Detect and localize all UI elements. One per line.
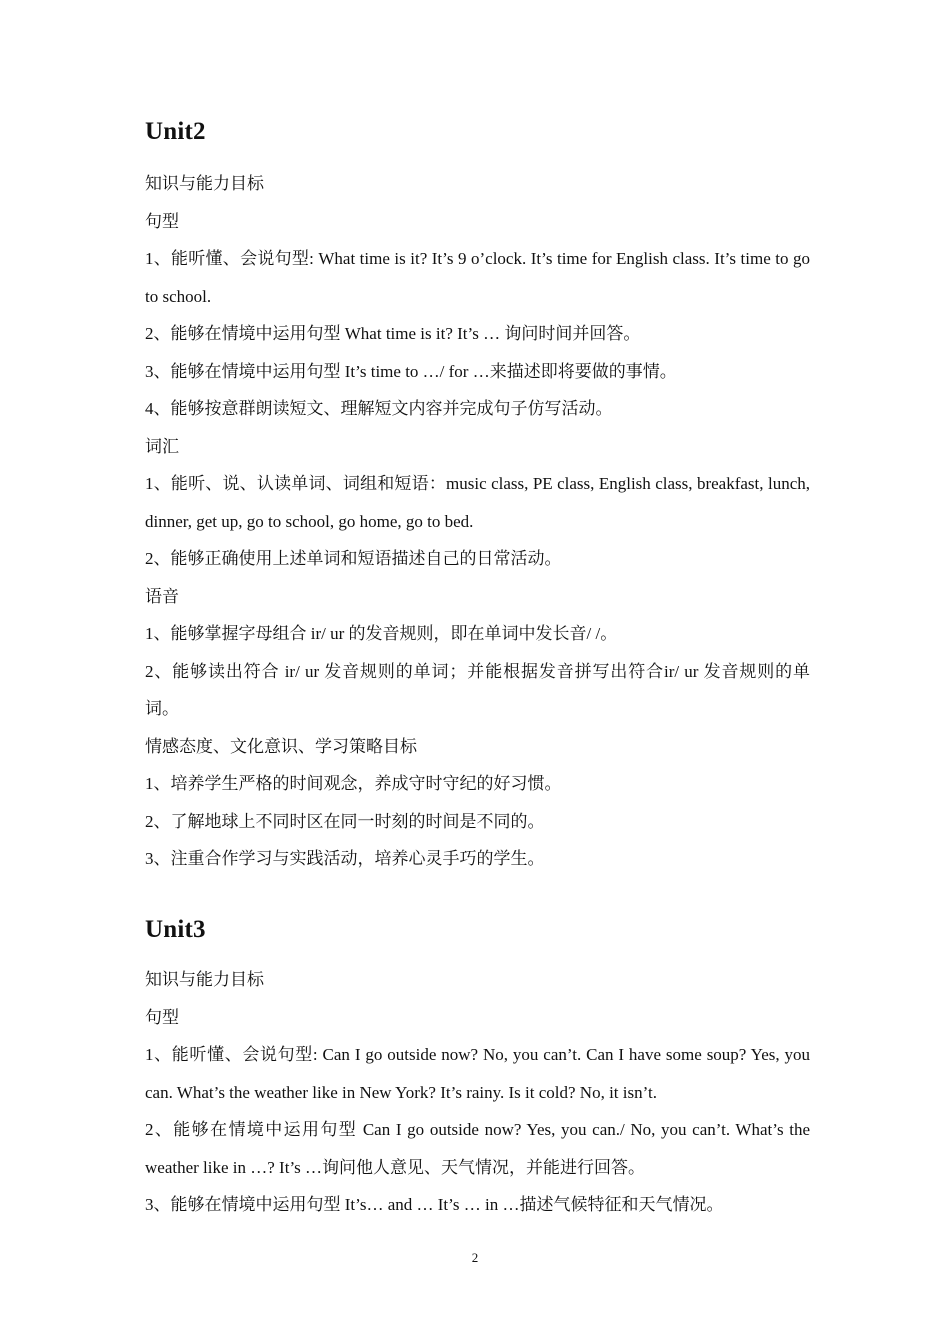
unit2-vocabulary-heading: 词汇 xyxy=(145,436,179,456)
page-number: 2 xyxy=(471,1250,479,1265)
unit2-objectives-heading: 知识与能力目标 xyxy=(145,174,264,193)
unit2-sentence-item-2: 2、能够在情境中运用句型 What time is it? It’s … 询问时间并回答。 xyxy=(145,324,641,343)
unit3-sentence-item-2: 2、能够在情境中运用句型 Can I go outside now? Yes, you can./ No, you can’t. What’s the weather like in …? It’s …询问他人意见、天气情况，并能进行回答。 xyxy=(145,1120,810,1177)
unit3-heading: Unit3 xyxy=(145,916,206,943)
unit3-objectives-heading: 知识与能力目标 xyxy=(145,970,264,989)
unit2-phonics-item-2: 2、能够读出符合 ir/ ur 发音规则的单词；并能根据发音拼写出符合ir/ ur 发音规则的单词。 xyxy=(145,661,810,718)
unit2-attitude-item-2: 2、了解地球上不同时区在同一时刻的时间是不同的。 xyxy=(145,811,545,831)
unit2-vocabulary-item-1: 1、能听、说、认读单词、词组和短语：music class, PE class, English class, breakfast, lunch, dinner, get up, go to school, go home, go to bed. xyxy=(145,474,810,531)
unit3-sentence-item-3: 3、能够在情境中运用句型 It’s… and … It’s … in …描述气候特征和天气情况。 xyxy=(145,1195,724,1214)
unit2-attitude-item-3: 3、注重合作学习与实践活动，培养心灵手巧的学生。 xyxy=(145,849,545,868)
unit2-attitude-item-1: 1、培养学生严格的时间观念，养成守时守纪的好习惯。 xyxy=(145,774,562,793)
unit3-sentence-item-1: 1、能听懂、会说句型: Can I go outside now? No, you can’t. Can I have some soup? Yes, you can. What’s the weather like in New York? It’s rainy. Is it cold? No, it isn’t. xyxy=(145,1045,810,1102)
unit2-sentence-item-4: 4、能够按意群朗读短文、理解短文内容并完成句子仿写活动。 xyxy=(145,399,613,418)
unit2-phonics-heading: 语音 xyxy=(145,586,179,606)
unit2-vocabulary-item-2: 2、能够正确使用上述单词和短语描述自己的日常活动。 xyxy=(145,549,562,568)
unit2-sentence-patterns-heading: 句型 xyxy=(145,211,179,231)
unit2-sentence-item-3: 3、能够在情境中运用句型 It’s time to …/ for …来描述即将要做的事情。 xyxy=(145,361,677,381)
unit2-sentence-item-1: 1、能听懂、会说句型: What time is it? It’s 9 o’clock. It’s time for English class. It’s time to go to school. xyxy=(145,249,810,306)
unit2-attitude-heading: 情感态度、文化意识、学习策略目标 xyxy=(145,736,417,756)
unit2-heading: Unit2 xyxy=(145,118,206,145)
unit3-section xyxy=(145,914,810,1224)
unit2-phonics-item-1: 1、能够掌握字母组合 ir/ ur 的发音规则，即在单词中发长音/ /。 xyxy=(145,624,618,643)
unit2-section xyxy=(145,116,810,878)
unit3-sentence-patterns-heading: 句型 xyxy=(145,1007,179,1027)
